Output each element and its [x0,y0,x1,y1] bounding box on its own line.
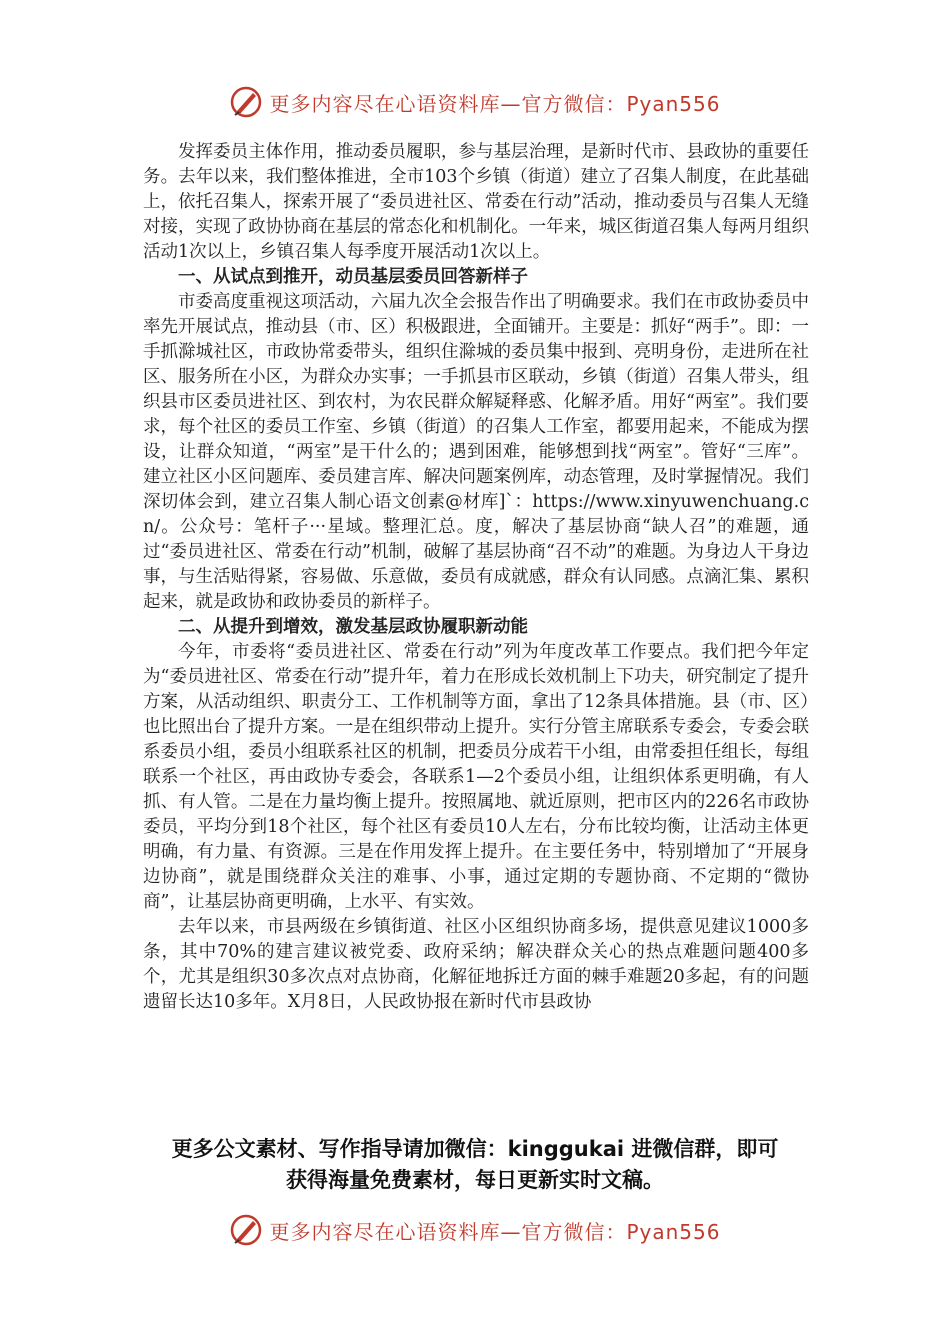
pen-logo-icon [229,85,263,119]
header-banner-text [269,88,720,117]
section-heading-2: 二、从提升到增效，激发基层政协履职新动能 [178,617,528,637]
header-banner [0,82,950,122]
footer-banner-tail: 官方微信：Pyan556 [521,1219,721,1244]
footer-banner-main: 更多内容尽在心语资料库 [269,1219,501,1244]
promo-notice [0,1134,950,1196]
paragraph-section-2: 今年，市委将“委员进社区、常委在行动”列为年度改革工作要点。我们把今年定为“委员进社区、常委在行动”提升年，着力在形成长效机制上下功夫，研究制定了提升方案，从活动组织、职责分工、工作机制等方面，拿出了12条具体措施。县（市、区）也比照出台了提升方案。一是在组织带动上提升。实行分管主席联系专委会，专委会联系委员小组，委员小组联系社区的机制，把委员分成若干小组，由常委担任组长，每组联系一个社区，再由政协专委会，各联系1—2个委员小组，让组织体系更明确，有人抓、有人管。二是在力量均衡上提升。按照属地、就近原则，把市区内的226名市政协委员，平均分到18个社区，每个社区有委员10人左右，分布比较均衡，让活动主体更明确，有力量、有资源。三是在作用发挥上提升。在主要任务中，特别增加了“开展身边协商”，就是围绕群众关注的难事、小事，通过定期的专题协商、不定期的“微协商”，让基层协商更明确，上水平、有实效。 [143,642,809,912]
pen-logo-icon [229,1213,263,1247]
footer-banner-dash: — [500,1219,522,1244]
paragraph-results: 去年以来，市县两级在乡镇街道、社区小区组织协商多场，提供意见建议1000多条，其中70%的建言建议被党委、政府采纳；解决群众关心的热点难题问题400多个，尤其是组织30多次点对点协商，化解征地拆迁方面的棘手难题20多起，有的问题遗留长达10多年。X月8日，人民政协报在新时代市县政协 [143,917,809,1012]
paragraph-intro: 发挥委员主体作用，推动委员履职，参与基层治理，是新时代市、县政协的重要任务。去年以来，我们整体推进，全市103个乡镇（街道）建立了召集人制度，在此基础上，依托召集人，探索开展了“委员进社区、常委在行动”活动，推动委员与召集人无缝对接，实现了政协协商在基层的常态化和机制化。一年来，城区街道召集人每两月组织活动1次以上，乡镇召集人每季度开展活动1次以上。 [143,142,809,262]
section-heading-1: 一、从试点到推开，动员基层委员回答新样子 [178,267,528,287]
paragraph-section-1: 市委高度重视这项活动，六届九次全会报告作出了明确要求。我们在市政协委员中率先开展试点，推动县（市、区）积极跟进，全面铺开。主要是：抓好“两手”。即：一手抓滁城社区，市政协常委带头，组织住滁城的委员集中报到、亮明身份，走进所在社区、服务所在小区，为群众办实事；一手抓县市区联动，乡镇（街道）召集人带头，组织县市区委员进社区、到农村，为农民群众解疑释惑、化解矛盾。用好“两室”。我们要求，每个社区的委员工作室、乡镇（街道）的召集人工作室，都要用起来，不能成为摆设，让群众知道，“两室”是干什么的；遇到困难，能够想到找“两室”。管好“三库”。建立社区小区问题库、委员建言库、解决问题案例库，动态管理，及时掌握情况。我们深切体会到，建立召集人制心语文创素@材库]`：https://www.xinyuwenchuang.cn/。公众号：笔杆子···星域。整理汇总。度，解决了基层协商“缺人召”的难题，通过“委员进社区、常委在行动”机制，破解了基层协商“召不动”的难题。为身边人干身边事，与生活贴得紧，容易做、乐意做，委员有成就感，群众有认同感。点滴汇集、累积起来，就是政协和政协委员的新样子。 [143,292,809,612]
footer-banner [0,1210,950,1250]
promo-line-2: 获得海量免费素材，每日更新实时文稿。 [286,1168,664,1192]
header-banner-dash: — [500,91,522,116]
promo-line-1: 更多公文素材、写作指导请加微信：kinggukai 进微信群，即可 [171,1137,779,1161]
footer-banner-text [269,1216,720,1245]
document-body [143,140,809,1015]
header-banner-tail: 官方微信：Pyan556 [521,91,721,116]
header-banner-main: 更多内容尽在心语资料库 [269,91,501,116]
